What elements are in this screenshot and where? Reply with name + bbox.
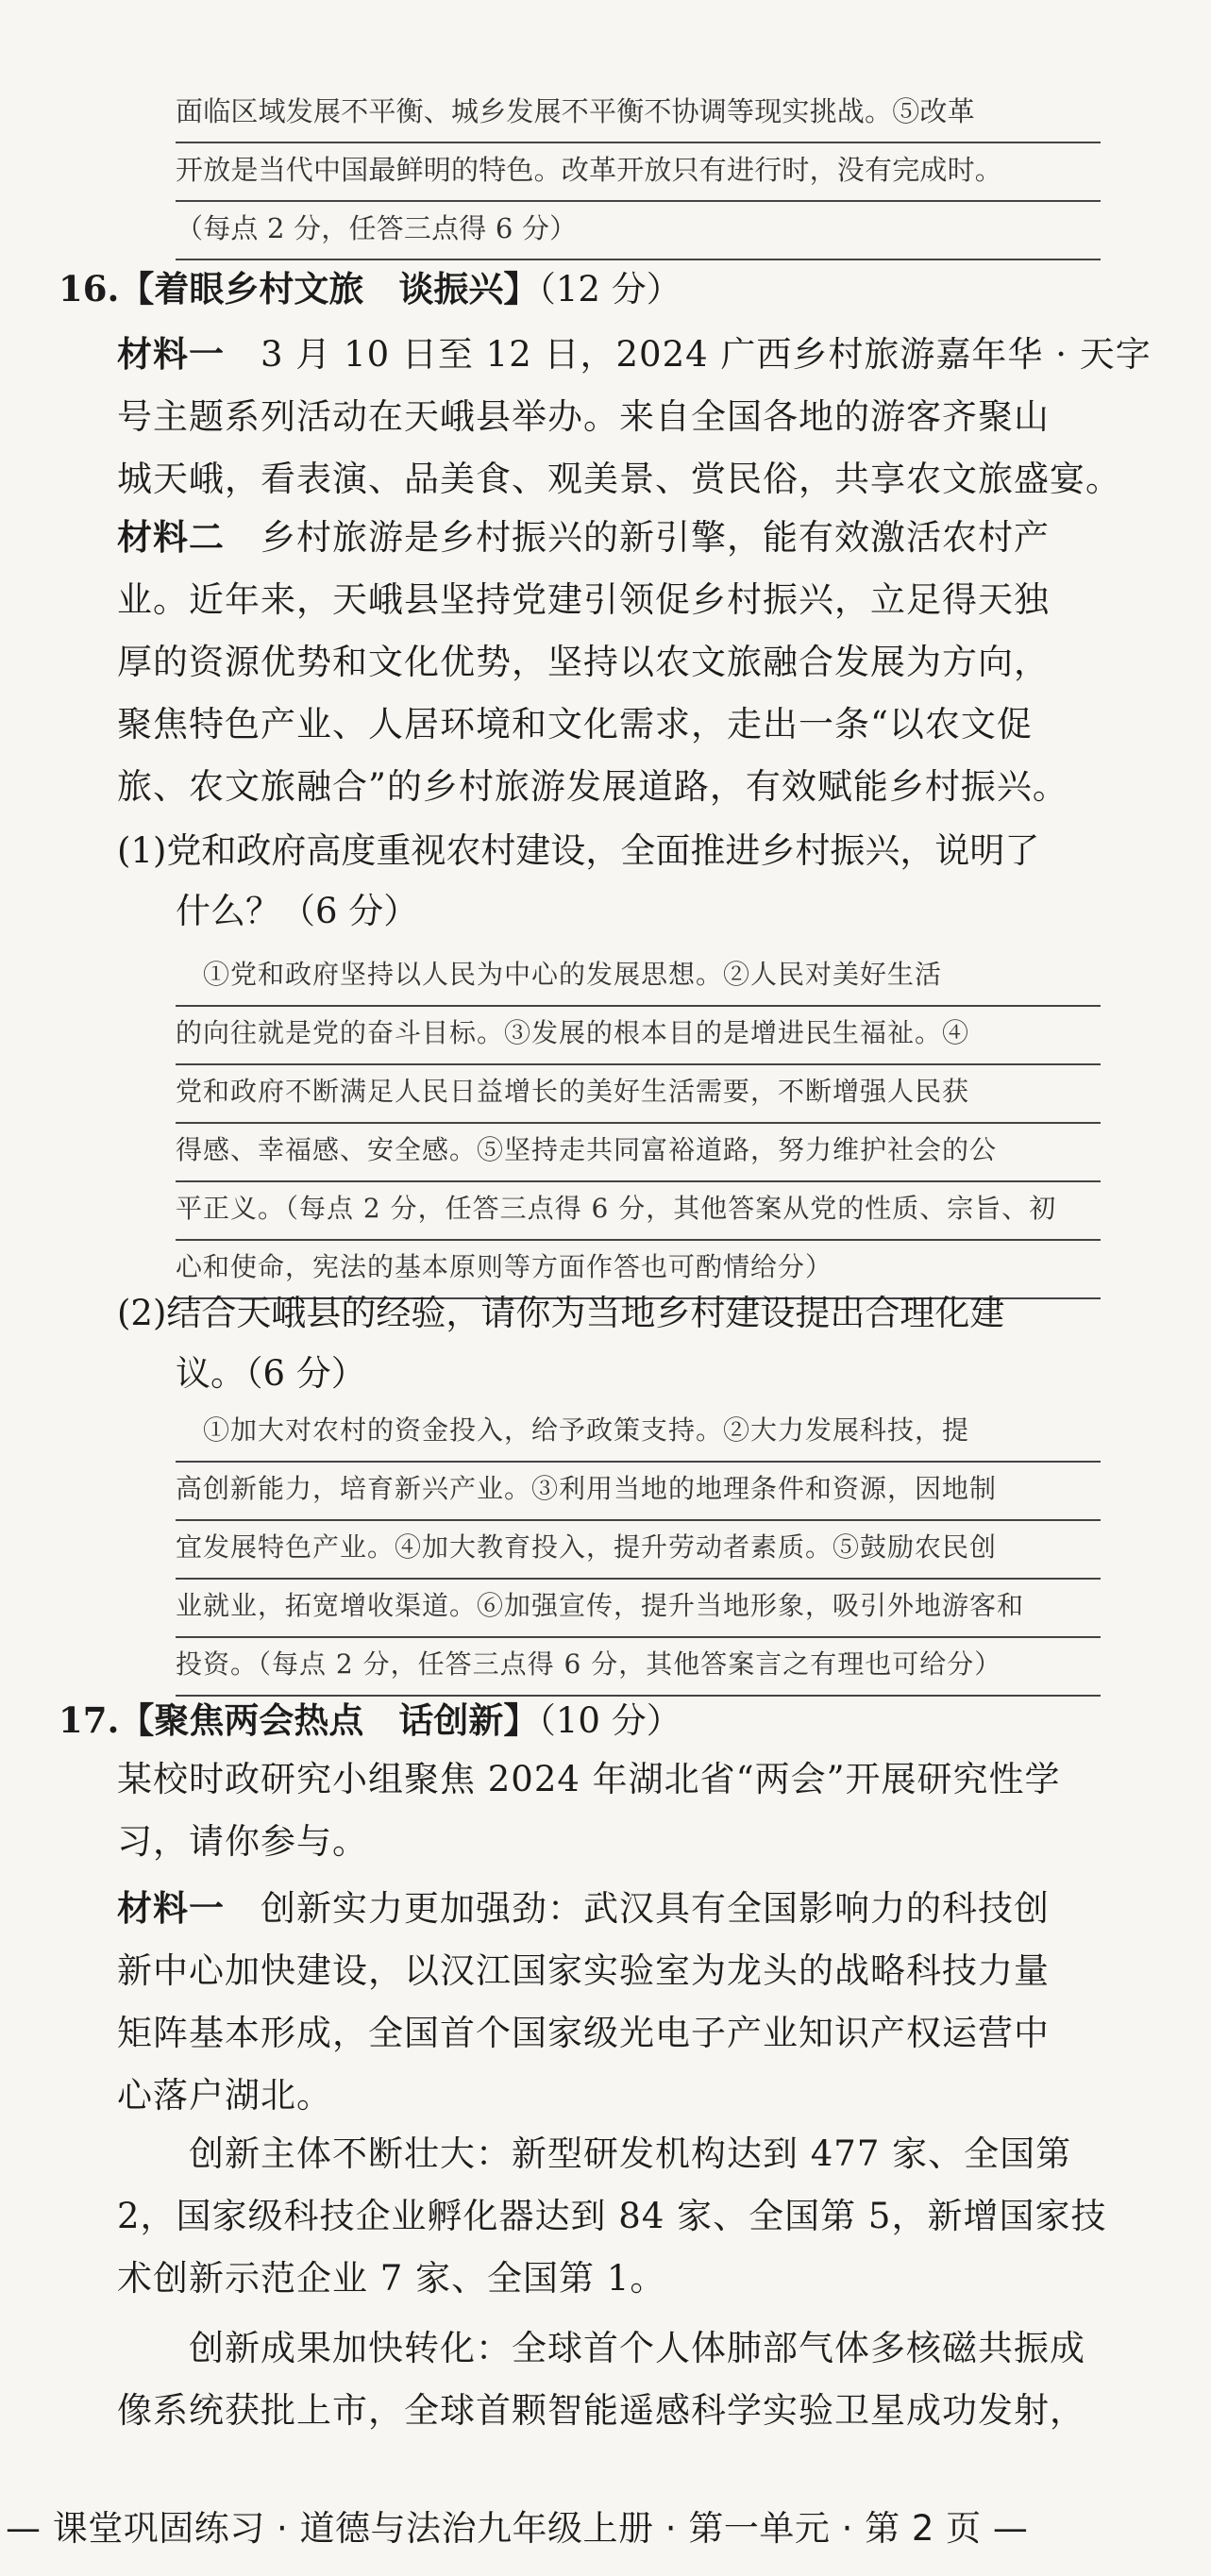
page-footer: — 课堂巩固练习 · 道德与法治九年级上册 · 第一单元 · 第 2 页 — (6, 2508, 1029, 2549)
material-label: 材料一 (117, 1888, 225, 1929)
q17-material-1 (117, 1878, 1103, 2127)
question-number: 16. (59, 268, 120, 309)
material-text: 心落户湖北。 (117, 2075, 332, 2116)
answer-line: 心和使命，宪法的基本原则等方面作答也可酌情给分） (176, 1241, 1101, 1299)
answer-line: 的向往就是党的奋斗目标。③发展的根本目的是增进民生福祉。④ (176, 1007, 1101, 1065)
material-text: 新中心加快建设，以汉江国家实验室为龙头的战略科技力量 (117, 1950, 1050, 1991)
material-text: 乡村旅游是乡村振兴的新引擎，能有效激活农村产 (225, 517, 1050, 558)
material-text: 业。近年来，天峨县坚持党建引领促乡村振兴，立足得天独 (117, 579, 1050, 620)
answer-line: ①党和政府坚持以人民为中心的发展思想。②人民对美好生活 (176, 948, 1101, 1007)
answer-line: 党和政府不断满足人民日益增长的美好生活需要，不断增强人民获 (176, 1065, 1101, 1124)
intro-text: 习，请你参与。 (117, 1821, 368, 1862)
intro-text: 某校时政研究小组聚焦 2024 年湖北省“两会”开展研究性学 (117, 1759, 1061, 1799)
material-label: 材料一 (117, 334, 225, 375)
question-topic: 【聚焦两会热点 话创新】 (119, 1699, 539, 1741)
answer-line: 平正义。（每点 2 分，任答三点得 6 分，其他答案从党的性质、宗旨、初 (176, 1182, 1101, 1241)
material-text: 创新主体不断壮大：新型研发机构达到 477 家、全国第 (117, 2133, 1072, 2174)
subquestion-text: (2)结合天峨县的经验，请你为当地乡村建设提出合理化建 (117, 1293, 1005, 1333)
subquestion-text: 什么？（6 分） (176, 891, 419, 931)
answer-line: 业就业，拓宽增收渠道。⑥加强宣传，提升当地形象，吸引外地游客和 (176, 1580, 1101, 1638)
question-score: （10 分） (538, 1700, 681, 1741)
q16-subquestion-1 (117, 821, 1118, 942)
subquestion-text: 议。（6 分） (176, 1353, 366, 1394)
q16-material-1 (117, 324, 1152, 510)
answer-line: 投资。（每点 2 分，任答三点得 6 分，其他答案言之有理也可给分） (176, 1638, 1101, 1697)
question-number: 17. (59, 1699, 120, 1741)
material-text: 聚焦特色产业、人居环境和文化需求，走出一条“以农文促 (117, 704, 1033, 744)
q16-material-2 (117, 507, 1103, 818)
question-topic: 【着眼乡村文旅 谈振兴】 (119, 268, 539, 309)
subquestion-text: (1)党和政府高度重视农村建设，全面推进乡村振兴，说明了 (117, 830, 1040, 871)
answer-line: 高创新能力，培育新兴产业。③利用当地的地理条件和资源，因地制 (176, 1463, 1101, 1521)
q17-intro (117, 1748, 1103, 1873)
material-text: 号主题系列活动在天峨县举办。来自全国各地的游客齐聚山 (117, 396, 1050, 437)
material-text: 2，国家级科技企业孵化器达到 84 家、全国第 5，新增国家技 (117, 2196, 1107, 2236)
material-text: 像系统获批上市，全球首颗智能遥感科学实验卫星成功发射， (117, 2390, 1085, 2431)
answer-line: 开放是当代中国最鲜明的特色。改革开放只有进行时，没有完成时。 (176, 143, 1101, 202)
prev-answer-block (176, 85, 1101, 260)
question-17-title (59, 1692, 681, 1743)
answer-line: 得感、幸福感、安全感。⑤坚持走共同富裕道路，努力维护社会的公 (176, 1124, 1101, 1182)
q16-subquestion-2 (117, 1283, 1118, 1404)
material-text: 旅、农文旅融合”的乡村旅游发展道路，有效赋能乡村振兴。 (117, 766, 1068, 807)
material-text: 术创新示范企业 7 家、全国第 1。 (117, 2258, 666, 2299)
answer-line: （每点 2 分，任答三点得 6 分） (176, 202, 1101, 260)
answer-line: ①加大对农村的资金投入，给予政策支持。②大力发展科技，提 (176, 1404, 1101, 1463)
material-text: 厚的资源优势和文化优势，坚持以农文旅融合发展为方向， (117, 642, 1050, 682)
question-16-title (59, 260, 681, 311)
q17-paragraph-3 (117, 2317, 1103, 2442)
material-text: 矩阵基本形成，全国首个国家级光电子产业知识产权运营中 (117, 2013, 1050, 2053)
material-text: 3 月 10 日至 12 日，2024 广西乡村旅游嘉年华 · 天字 (225, 334, 1152, 375)
q16-sub2-answer (176, 1404, 1101, 1697)
material-text: 城天峨，看表演、品美食、观美景、赏民俗，共享农文旅盛宴。 (117, 459, 1121, 499)
material-text: 创新成果加快转化：全球首个人体肺部气体多核磁共振成 (117, 2328, 1085, 2368)
q17-paragraph-2 (117, 2123, 1107, 2310)
answer-line: 面临区域发展不平衡、城乡发展不平衡不协调等现实挑战。⑤改革 (176, 85, 1101, 143)
q16-sub1-answer (176, 948, 1101, 1299)
material-text: 创新实力更加强劲：武汉具有全国影响力的科技创 (225, 1888, 1050, 1929)
answer-line: 宜发展特色产业。④加大教育投入，提升劳动者素质。⑤鼓励农民创 (176, 1521, 1101, 1580)
material-label: 材料二 (117, 517, 225, 558)
question-score: （12 分） (538, 269, 681, 309)
